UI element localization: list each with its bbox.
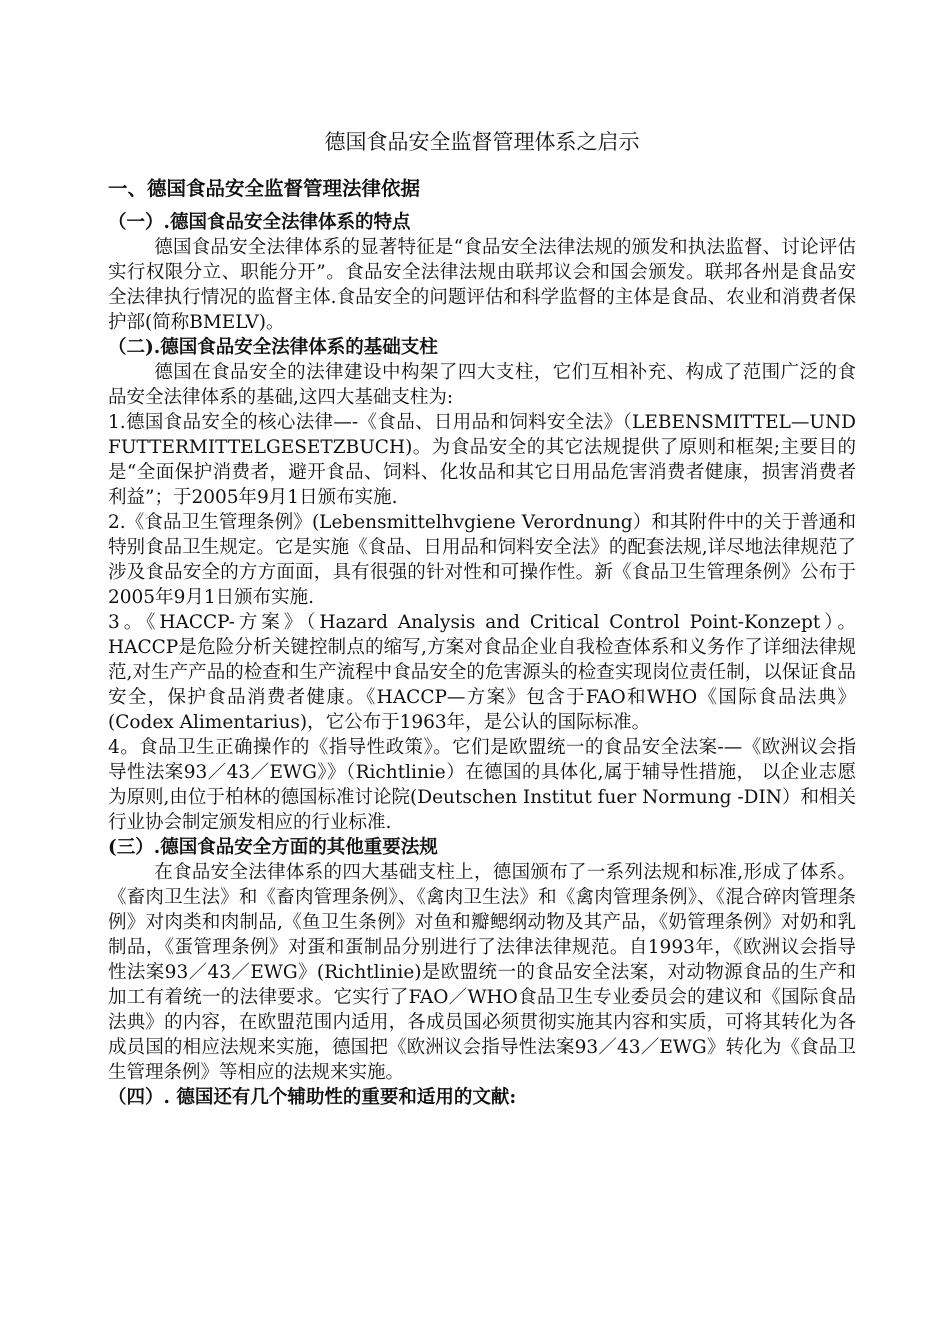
list-item: 2.《食品卫生管理条例》(Lebensmittelhvgiene Verordnung）和其附件中的关于普通和特别食品卫生规定。它是实施《食品、日用品和饲料安全法》的配套法规,详尽地法律规范了涉及食品安全的方方面面，具有很强的针对性和可操作性。新《食品卫生管理条例》公布于2005年9月1日颁布实施.: [108, 512, 856, 608]
section-heading: 一、德国食品安全监督管理法律依据: [108, 177, 421, 200]
list-item: 4。食品卫生正确操作的《指导性政策》。它们是欧盟统一的食品安全法案-—《欧洲议会指导性法案93／43／EWG》》（Richtlinie）在德国的具体化,属于辅导性措施， 以企业志愿为原则,由位于柏林的德国标准讨论院(Deutschen Institut fuer Normung -DIN）和相关行业协会制定颁发相应的行业标准.: [108, 737, 856, 833]
paragraph: 德国在食品安全的法律建设中构架了四大支柱，它们互相补充、构成了范围广泛的食品安全法律体系的基础,这四大基础支柱为:: [108, 362, 856, 408]
subsection-heading: (三）.德国食品安全方面的其他重要法规: [108, 837, 438, 858]
list-item: 3。《HACCP-方案》（Hazard Analysis and Critical Control Point-Konzept）。HACCP是危险分析关键控制点的缩写,方案对食品企业自我检查体系和义务作了详细法律规范,对生产产品的检查和生产流程中食品安全的危害源头的检查实现岗位责任制，以保证食品安全，保护食品消费者健康。《HACCP—方案》包含于FAO和WHO《国际食品法典》(Codex Alimentarius)，它公布于1963年，是公认的国际标准。: [108, 612, 856, 733]
subsection-heading: （二).德国食品安全法律体系的基础支柱: [108, 337, 438, 358]
subsection-heading: （一）.德国食品安全法律体系的特点: [108, 212, 411, 233]
subsection-heading: （四）. 德国还有几个辅助性的重要和适用的文献:: [108, 1087, 517, 1108]
paragraph: 德国食品安全法律体系的显著特征是“食品安全法律法规的颁发和执法监督、讨论评估实行权限分立、职能分开”。食品安全法律法规由联邦议会和国会颁发。联邦各州是食品安全法律执行情况的监督主体.食品安全的问题评估和科学监督的主体是食品、农业和消费者保护部(简称BMELV)。: [108, 237, 856, 333]
document-page: [108, 126, 856, 1110]
list-item: 1.德国食品安全的核心法律—-《食品、日用品和饲料安全法》（LEBENSMITTEL—UND FUTTERMITTELGESETZBUCH)。为食品安全的其它法规提供了原则和框架;主要目的是“全面保护消费者，避开食品、饲料、化妆品和其它日用品危害消费者健康，损害消费者利益”；于2005年9月1日颁布实施.: [108, 412, 856, 508]
document-title: 德国食品安全监督管理体系之启示: [324, 130, 640, 154]
paragraph: 在食品安全法律体系的四大基础支柱上，德国颁布了一系列法规和标准,形成了体系。《畜肉卫生法》和《畜肉管理条例》、《禽肉卫生法》和《禽肉管理条例》、《混合碎肉管理条例》对肉类和肉制品,《鱼卫生条例》对鱼和瓣鳃纲动物及其产品，《奶管理条例》对奶和乳制品，《蛋管理条例》对蛋和蛋制品分别进行了法律法律规范。自1993年，《欧洲议会指导性法案93／43／EWG》(Richtlinie)是欧盟统一的食品安全法案，对动物源食品的生产和加工有着统一的法律要求。它实行了FAO／WHO食品卫生专业委员会的建议和《国际食品法典》的内容，在欧盟范围内适用，各成员国必须贯彻实施其内容和实质，可将其转化为各成员国的相应法规来实施，德国把《欧洲议会指导性法案93／43／EWG》转化为《食品卫生管理条例》等相应的法规来实施。: [108, 862, 856, 1083]
